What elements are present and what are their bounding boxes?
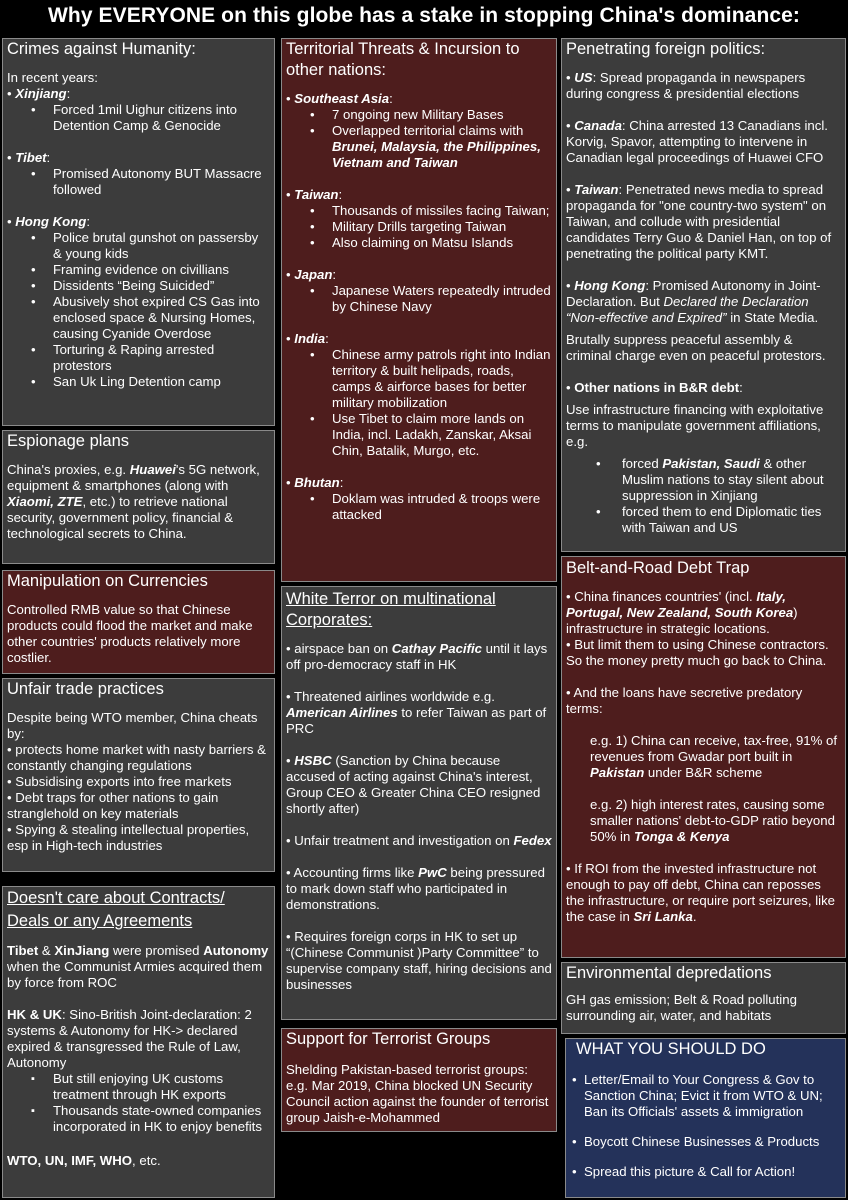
- huawei-name: Huawei: [129, 462, 176, 477]
- br-label: Other nations in B&R debt: [574, 380, 740, 395]
- country-name: Pakistan: [590, 765, 645, 780]
- environment-heading: Environmental depredations: [566, 964, 772, 982]
- taiwan-row: • Taiwan:: [286, 187, 343, 202]
- country-name: Sri Lanka: [633, 909, 693, 924]
- country-names: Italy, Portugal, New Zealand, South Korea: [566, 589, 794, 620]
- terrorist-text: Shelding Pakistan-based terrorist groups: e.g. Mar 2019, China blocked UN Security Council action against the founder of terrorist group Jaish-e-Mohammed: [286, 1062, 549, 1125]
- territorial-panel: [281, 38, 557, 582]
- action-heading: WHAT YOU SHOULD DO: [576, 1040, 766, 1058]
- environment-panel: [561, 962, 846, 1034]
- terrorist-heading: Support for Terrorist Groups: [286, 1030, 491, 1048]
- list-item: • Thousands of missiles facing Taiwan;: [286, 203, 552, 219]
- text-span: • Unfair treatment and investigation on: [286, 833, 514, 848]
- text-span: 's 5G network, equipment & smartphones (along with: [7, 462, 260, 493]
- whiteterror-heading: White Terror on multinational Corporates:: [286, 590, 496, 629]
- wt-item: [286, 865, 552, 913]
- india-label: India: [294, 331, 326, 346]
- text-span: were promised: [109, 943, 204, 958]
- xinjiang-name: XinJiang: [54, 943, 110, 958]
- japan-label: Japan: [294, 267, 333, 282]
- wt-item: • Requires foreign corps in HK to set up “(Chinese Communist )Party Committee” to supervise company staff, hiring decisions and businesses: [286, 929, 552, 992]
- action-item: • Boycott Chinese Businesses & Products: [572, 1134, 839, 1150]
- list-item: • Chinese army patrols right into Indian territory & built helipads, roads, camps & airforce bases for better military mobilization: [286, 347, 552, 411]
- wt-item: [286, 753, 552, 817]
- currency-heading: Manipulation on Currencies: [7, 572, 208, 590]
- espionage-heading: Espionage plans: [7, 432, 130, 450]
- contracts-footer: [7, 1153, 270, 1169]
- wt-item: [286, 833, 552, 849]
- company-name: PwC: [418, 865, 447, 880]
- country-names: Pakistan, Saudi: [662, 456, 760, 471]
- list-item: • Military Drills targeting Taiwan: [286, 219, 552, 235]
- list-item: • San Uk Ling Detention camp: [7, 374, 270, 390]
- text-span: : Promised Autonomy in Joint-Declaration. But: [566, 278, 821, 309]
- list-item: • Police brutal gunshot on passersby & young kids: [7, 230, 270, 262]
- country-names: Tonga & Kenya: [634, 829, 730, 844]
- country-label: Canada: [574, 118, 622, 133]
- action-panel: [565, 1038, 846, 1198]
- list-item: • Abusively shot expired CS Gas into enclosed space & Nursing Homes, causing Cyanide Overdose: [7, 294, 270, 342]
- company-name: American Airlines: [286, 705, 398, 720]
- crimes-panel: [2, 38, 275, 426]
- politics-br: • Other nations in B&R debt:: [566, 380, 743, 395]
- list-item: • forced them to end Diplomatic ties with Taiwan and US: [566, 504, 841, 536]
- sea-countries: Brunei, Malaysia, the Philippines, Vietnam and Taiwan: [332, 139, 541, 170]
- br-p2: • But limit them to using Chinese contractors. So the money pretty much go back to China.: [566, 637, 829, 668]
- text-span: , etc.) to retrieve national security, government policy, financial & technological secrets to China.: [7, 494, 233, 541]
- contracts-p2: [7, 1007, 270, 1071]
- company-name: HSBC: [294, 753, 332, 768]
- country-label: Hong Kong: [574, 278, 646, 293]
- text-span: to refer Taiwan as part of PRC: [286, 705, 547, 736]
- hk-label: Hong Kong: [15, 214, 87, 229]
- text-span: e.g. 1) China can receive, tax-free, 91% of revenues from Gwadar port built in: [590, 733, 838, 764]
- br-p3: • And the loans have secretive predatory terms:: [566, 685, 803, 716]
- page-title: Why EVERYONE on this globe has a stake in stopping China's dominance:: [47, 4, 801, 27]
- sea-label: Southeast Asia: [294, 91, 390, 106]
- text-span: • If ROI from the invested infrastructure not enough to pay off debt, China can reposses the infrastructure, or require port seizures, like the case in: [566, 861, 835, 924]
- text-span: until it lays off pro-democracy staff in HK: [286, 641, 548, 672]
- text-span: • Threatened airlines worldwide e.g.: [286, 689, 495, 704]
- currency-text: Controlled RMB value so that Chinese products could flood the market and make other countries' products relatively more costlier.: [7, 602, 253, 665]
- text-span: e.g. 2) high interest rates, causing some smaller nations' debt-to-GDP ratio beyond 50% in: [590, 797, 835, 844]
- trade-heading: Unfair trade practices: [7, 680, 164, 698]
- politics-br-text: Use infrastructure financing with exploitative terms to manipulate government affiliations, e.g.: [566, 402, 824, 449]
- text-span: • China finances countries' (incl.: [566, 589, 757, 604]
- bhutan-label: Bhutan: [294, 475, 340, 490]
- politics-us: • US: Spread propaganda in newspapers during congress & presidential elections: [566, 70, 806, 101]
- text-span: under B&R scheme: [644, 765, 763, 780]
- hk-uk-name: HK & UK: [7, 1007, 62, 1022]
- crimes-heading: Crimes against Humanity:: [7, 40, 196, 58]
- text-span: when the Communist Armies acquired them by force from ROC: [7, 959, 263, 990]
- text-span: being pressured to mark down staff who participated in demonstrations.: [286, 865, 545, 912]
- politics-heading: Penetrating foreign politics:: [566, 40, 766, 58]
- list-item: • Dissidents “Being Suicided”: [7, 278, 270, 294]
- trade-item: • Spying & stealing intellectual properties, esp in High-tech industries: [7, 822, 250, 853]
- text-span: Declared the Declaration “Non-effective and Expired”: [566, 294, 809, 325]
- trade-item: • protects home market with nasty barriers & constantly changing regulations: [7, 742, 266, 773]
- beltroad-heading: Belt-and-Road Debt Trap: [566, 559, 750, 577]
- contracts-heading: Doesn't care about Contracts/ Deals or any Agreements: [7, 889, 225, 930]
- xiaomi-name: Xiaomi, ZTE: [7, 494, 83, 509]
- politics-taiwan: • Taiwan: Penetrated news media to spread propaganda for "one country-two system" on Taiwan, and collude with presidential candidates Terry Guo & Daniel Han, on top of penetrating the political party KMT.: [566, 182, 832, 261]
- politics-canada: • Canada: China arrested 13 Canadians incl. Korvig, Spavor, attempting to intervene in Canadian legal proceedings of Huawei CFO: [566, 118, 828, 165]
- whiteterror-panel: [281, 586, 557, 1020]
- list-item: [566, 456, 841, 504]
- autonomy-word: Autonomy: [203, 943, 269, 958]
- text-span: China's proxies, e.g.: [7, 462, 130, 477]
- country-label: Taiwan: [574, 182, 619, 197]
- beltroad-panel: [561, 556, 846, 958]
- list-item: • Also claiming on Matsu Islands: [286, 235, 552, 251]
- politics-panel: [561, 38, 846, 552]
- espionage-panel: [2, 430, 275, 564]
- sea-row: • Southeast Asia:: [286, 91, 393, 106]
- list-item: • Promised Autonomy BUT Massacre followed: [7, 166, 270, 198]
- politics-hk-extra: Brutally suppress peaceful assembly & criminal charge even on peaceful protestors.: [566, 332, 826, 363]
- list-item: • Forced 1mil Uighur citizens into Detention Camp & Genocide: [7, 102, 270, 134]
- list-item: [286, 123, 552, 171]
- wt-item: [286, 641, 552, 673]
- contracts-p1: [7, 943, 270, 991]
- text-span: • airspace ban on: [286, 641, 392, 656]
- tibet-name: Tibet: [7, 943, 39, 958]
- text-span: : Spread propaganda in newspapers during congress & presidential elections: [566, 70, 806, 101]
- espionage-text: [7, 462, 270, 542]
- list-item: • Framing evidence on civillians: [7, 262, 270, 278]
- list-item: • Japanese Waters repeatedly intruded by Chinese Navy: [286, 283, 552, 315]
- japan-row: • Japan:: [286, 267, 337, 282]
- br-e2: [566, 797, 841, 845]
- text-span: in State Media.: [726, 310, 819, 325]
- list-item: ▪ But still enjoying UK customs treatment through HK exports: [7, 1071, 270, 1103]
- tibet-label: Tibet: [15, 150, 47, 165]
- br-p1: [566, 589, 841, 637]
- list-item: ▪ Thousands state-owned companies incorporated in HK to enjoy benefits: [7, 1103, 270, 1135]
- text-span: : Penetrated news media to spread propaganda for "one country-two system" on Taiwan, and collude with presidential candidates Terry Guo & Daniel Han, on top of penetrating the political party KMT.: [566, 182, 832, 261]
- politics-hk: • Hong Kong: Promised Autonomy in Joint-Declaration. But Declared the Declaration “Non-effective and Expired” in State Media.: [566, 278, 821, 325]
- text-span: •: [286, 753, 295, 768]
- taiwan-label: Taiwan: [294, 187, 339, 202]
- text-span: : Sino-British Joint-declaration: 2 systems & Autonomy for HK-> declared expired & transgressed the Rule of Law, Autonomy: [7, 1007, 252, 1070]
- country-label: US: [574, 70, 593, 85]
- currency-panel: [2, 570, 275, 674]
- wt-item: [286, 689, 552, 737]
- list-item: • Torturing & Raping arrested protestors: [7, 342, 270, 374]
- text-span: .: [692, 909, 697, 924]
- orgs-name: WTO, UN, IMF, WHO: [7, 1153, 133, 1168]
- xinjiang-label: Xinjiang: [15, 86, 67, 101]
- company-name: Fedex: [513, 833, 552, 848]
- territorial-heading: Territorial Threats & Incursion to other nations:: [286, 40, 520, 79]
- action-item: • Spread this picture & Call for Action!: [572, 1164, 839, 1180]
- trade-item: • Debt traps for other nations to gain stranglehold on key materials: [7, 790, 219, 821]
- hk-row: • Hong Kong:: [7, 214, 90, 229]
- trade-intro: Despite being WTO member, China cheats by:: [7, 710, 258, 741]
- text-span: • Accounting firms like: [286, 865, 419, 880]
- list-item: • Use Tibet to claim more lands on India, incl. Ladakh, Zanskar, Aksai Chin, Batalik, Murgo, etc.: [286, 411, 552, 459]
- text-span: , etc.: [132, 1153, 161, 1168]
- br-e1: [566, 733, 841, 781]
- contracts-panel: [2, 886, 275, 1198]
- text-span: : China arrested 13 Canadians incl. Korvig, Spavor, attempting to intervene in Canadian legal proceedings of Huawei CFO: [566, 118, 828, 165]
- br-p4: [566, 861, 841, 925]
- terrorist-panel: [281, 1028, 557, 1132]
- trade-item: • Subsidising exports into free markets: [7, 774, 232, 789]
- trade-panel: [2, 678, 275, 872]
- text-span: (Sanction by China because accused of acting against China's interest, Group CEO & Greater China CEO resigned shortly after): [286, 753, 541, 816]
- environment-text: GH gas emission; Belt & Road polluting surrounding air, water, and habitats: [566, 992, 797, 1023]
- company-name: Cathay Pacific: [391, 641, 482, 656]
- text-span: &: [38, 943, 55, 958]
- list-item: • 7 ongoing new Military Bases: [286, 107, 552, 123]
- text-span: Overlapped territorial claims with: [332, 123, 524, 138]
- xinjiang-row: • Xinjiang:: [7, 86, 71, 101]
- action-item: • Letter/Email to Your Congress & Gov to Sanction China; Evict it from WTO & UN; Ban its Officials' assets & immigration: [572, 1072, 839, 1120]
- list-item: • Doklam was intruded & troops were attacked: [286, 491, 552, 523]
- crimes-intro: In recent years:: [7, 70, 98, 85]
- text-span: forced: [622, 456, 663, 471]
- tibet-row: • Tibet:: [7, 150, 51, 165]
- bhutan-row: • Bhutan:: [286, 475, 344, 490]
- text-span: & other Muslim nations to stay silent about suppression in Xinjiang: [622, 456, 824, 503]
- india-row: • India:: [286, 331, 329, 346]
- text-span: ) infrastructure in strategic locations.: [566, 605, 798, 636]
